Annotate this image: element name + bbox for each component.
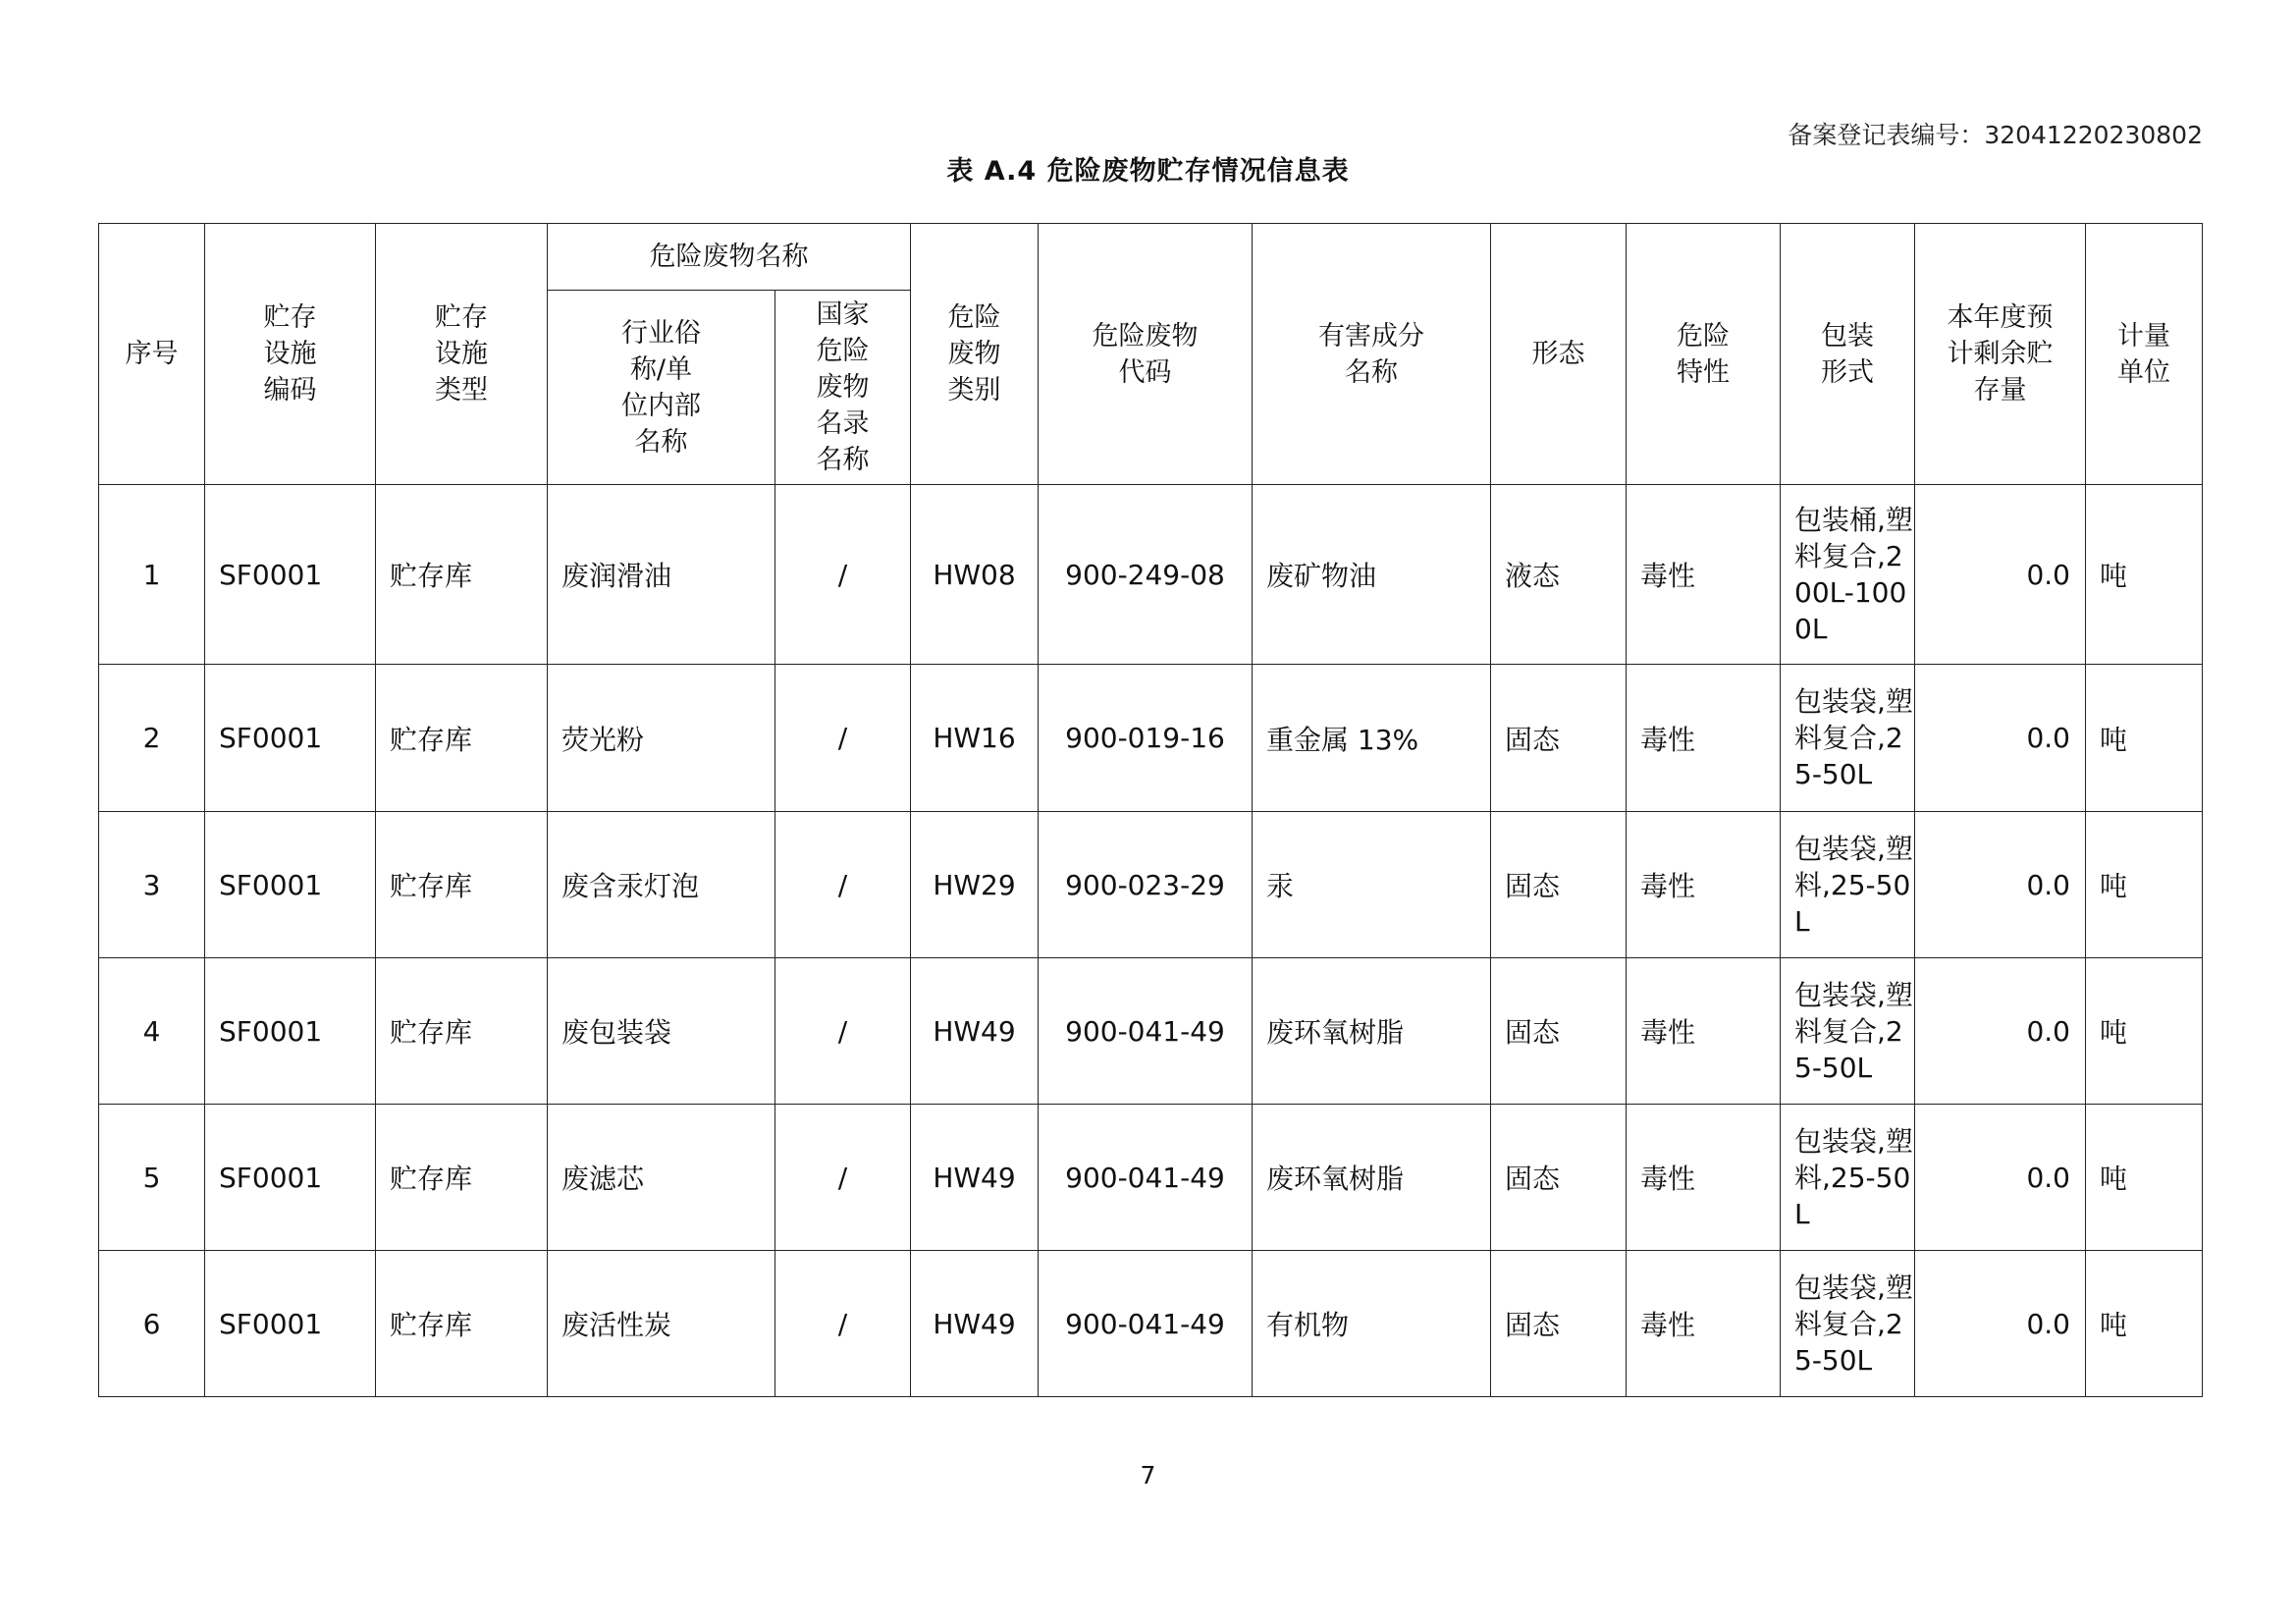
cell-seq: 2 [99, 665, 205, 812]
cell-hazard-property: 毒性 [1627, 485, 1781, 665]
record-number: 备案登记表编号：32041220230802 [1788, 121, 2203, 149]
cell-facility-code: SF0001 [205, 485, 376, 665]
cell-hazard-component: 汞 [1253, 812, 1491, 958]
header-seq: 序号 [99, 224, 205, 485]
table-row [99, 485, 2203, 665]
table-row [99, 958, 2203, 1105]
cell-unit: 吨 [2086, 665, 2203, 812]
cell-industry-name: 废滤芯 [548, 1105, 775, 1251]
cell-seq: 5 [99, 1105, 205, 1251]
cell-hazard-component: 废环氧树脂 [1253, 958, 1491, 1105]
cell-national-name: / [775, 485, 911, 665]
cell-waste-category: HW49 [911, 1105, 1039, 1251]
cell-remaining: 0.0 [1915, 1105, 2086, 1251]
cell-facility-type: 贮存库 [376, 485, 548, 665]
cell-national-name: / [775, 812, 911, 958]
cell-remaining: 0.0 [1915, 958, 2086, 1105]
cell-unit: 吨 [2086, 1251, 2203, 1397]
cell-waste-code: 900-019-16 [1039, 665, 1253, 812]
header-facility-type: 贮存设施类型 [376, 224, 548, 485]
cell-hazard-property: 毒性 [1627, 1251, 1781, 1397]
cell-facility-code: SF0001 [205, 1105, 376, 1251]
cell-form: 固态 [1491, 958, 1627, 1105]
cell-package: 包装袋,塑料,25-50L [1781, 812, 1915, 958]
cell-hazard-property: 毒性 [1627, 1105, 1781, 1251]
cell-seq: 3 [99, 812, 205, 958]
header-unit: 计量单位 [2086, 224, 2203, 485]
cell-industry-name: 废包装袋 [548, 958, 775, 1105]
cell-waste-code: 900-249-08 [1039, 485, 1253, 665]
cell-hazard-component: 废矿物油 [1253, 485, 1491, 665]
cell-waste-category: HW16 [911, 665, 1039, 812]
cell-national-name: / [775, 1251, 911, 1397]
cell-waste-code: 900-041-49 [1039, 1251, 1253, 1397]
cell-national-name: / [775, 958, 911, 1105]
cell-facility-type: 贮存库 [376, 1251, 548, 1397]
cell-waste-category: HW49 [911, 1251, 1039, 1397]
header-form: 形态 [1491, 224, 1627, 485]
cell-seq: 1 [99, 485, 205, 665]
header-package: 包装形式 [1781, 224, 1915, 485]
page-number: 7 [1140, 1461, 1156, 1489]
cell-package: 包装桶,塑料复合,200L-1000L [1781, 485, 1915, 665]
table-row [99, 665, 2203, 812]
cell-unit: 吨 [2086, 812, 2203, 958]
cell-remaining: 0.0 [1915, 1251, 2086, 1397]
cell-waste-category: HW29 [911, 812, 1039, 958]
cell-facility-type: 贮存库 [376, 665, 548, 812]
cell-seq: 4 [99, 958, 205, 1105]
table-title: 表 A.4 危险废物贮存情况信息表 [946, 156, 1350, 187]
cell-industry-name: 废含汞灯泡 [548, 812, 775, 958]
cell-remaining: 0.0 [1915, 665, 2086, 812]
header-waste-code: 危险废物代码 [1039, 224, 1253, 485]
cell-form: 液态 [1491, 485, 1627, 665]
cell-unit: 吨 [2086, 1105, 2203, 1251]
cell-unit: 吨 [2086, 958, 2203, 1105]
cell-facility-type: 贮存库 [376, 1105, 548, 1251]
cell-unit: 吨 [2086, 485, 2203, 665]
cell-remaining: 0.0 [1915, 485, 2086, 665]
cell-industry-name: 废活性炭 [548, 1251, 775, 1397]
header-remaining: 本年度预计剩余贮存量 [1915, 224, 2086, 485]
cell-industry-name: 废润滑油 [548, 485, 775, 665]
header-hazard-property: 危险特性 [1627, 224, 1781, 485]
header-national-name: 国家危险废物名录名称 [775, 291, 911, 485]
table-row [99, 1251, 2203, 1397]
header-waste-name-group: 危险废物名称 [548, 224, 911, 291]
cell-waste-code: 900-023-29 [1039, 812, 1253, 958]
hazardous-waste-storage-table [98, 223, 2203, 1397]
cell-hazard-property: 毒性 [1627, 958, 1781, 1105]
cell-waste-code: 900-041-49 [1039, 1105, 1253, 1251]
header-waste-category: 危险废物类别 [911, 224, 1039, 485]
cell-waste-category: HW49 [911, 958, 1039, 1105]
cell-form: 固态 [1491, 665, 1627, 812]
table-row [99, 812, 2203, 958]
cell-hazard-property: 毒性 [1627, 665, 1781, 812]
header-industry-name: 行业俗称/单位内部名称 [548, 291, 775, 485]
header-facility-code: 贮存设施编码 [205, 224, 376, 485]
cell-package: 包装袋,塑料复合,25-50L [1781, 665, 1915, 812]
cell-waste-category: HW08 [911, 485, 1039, 665]
cell-industry-name: 荧光粉 [548, 665, 775, 812]
cell-form: 固态 [1491, 812, 1627, 958]
cell-facility-code: SF0001 [205, 958, 376, 1105]
cell-national-name: / [775, 665, 911, 812]
cell-facility-code: SF0001 [205, 812, 376, 958]
cell-seq: 6 [99, 1251, 205, 1397]
cell-package: 包装袋,塑料复合,25-50L [1781, 1251, 1915, 1397]
cell-form: 固态 [1491, 1105, 1627, 1251]
cell-hazard-component: 有机物 [1253, 1251, 1491, 1397]
cell-package: 包装袋,塑料,25-50L [1781, 1105, 1915, 1251]
cell-waste-code: 900-041-49 [1039, 958, 1253, 1105]
cell-remaining: 0.0 [1915, 812, 2086, 958]
cell-facility-type: 贮存库 [376, 812, 548, 958]
header-hazard-component: 有害成分名称 [1253, 224, 1491, 485]
cell-hazard-property: 毒性 [1627, 812, 1781, 958]
cell-hazard-component: 废环氧树脂 [1253, 1105, 1491, 1251]
cell-package: 包装袋,塑料复合,25-50L [1781, 958, 1915, 1105]
cell-form: 固态 [1491, 1251, 1627, 1397]
cell-facility-code: SF0001 [205, 1251, 376, 1397]
table-row [99, 1105, 2203, 1251]
cell-facility-code: SF0001 [205, 665, 376, 812]
cell-national-name: / [775, 1105, 911, 1251]
cell-hazard-component: 重金属 13% [1253, 665, 1491, 812]
cell-facility-type: 贮存库 [376, 958, 548, 1105]
